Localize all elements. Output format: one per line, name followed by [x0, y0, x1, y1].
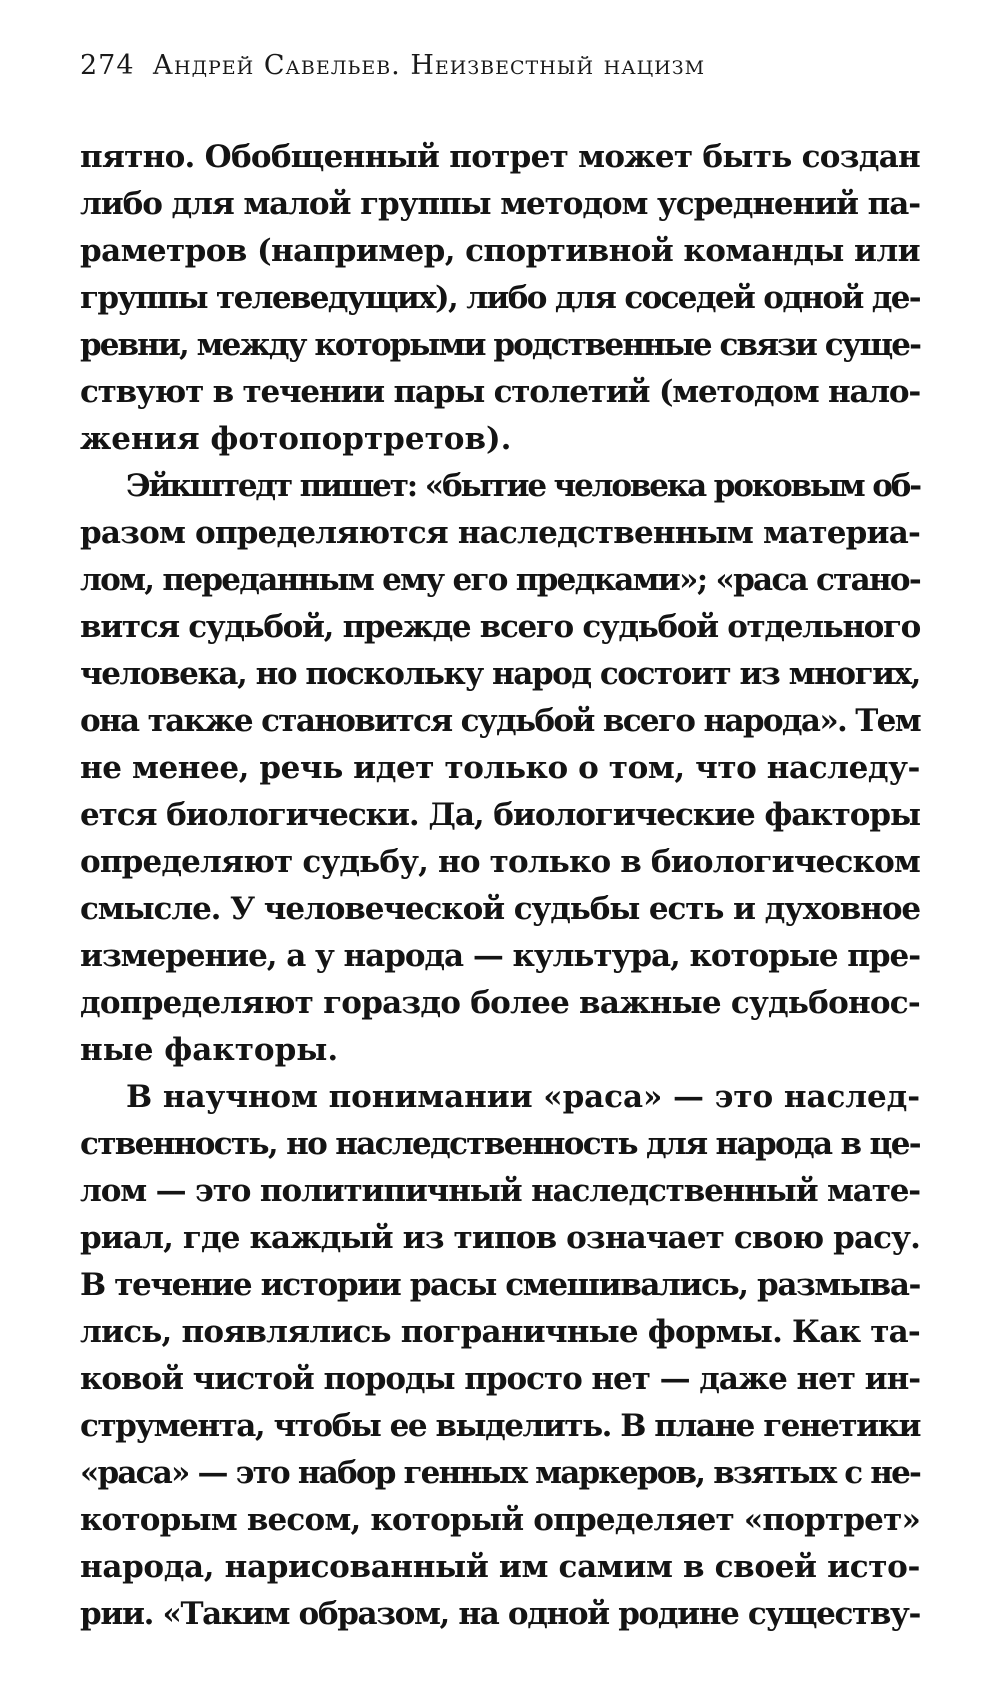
text-line: ковой чистой породы просто нет — даже нет ин- [80, 1361, 920, 1397]
page-number: 274 [80, 50, 135, 81]
running-title: Андрей Савельев. Неизвестный нацизм [152, 50, 706, 81]
text-line: ные факторы. [80, 1032, 339, 1068]
text-line: пятно. Обобщенный потрет может быть создан [80, 139, 921, 175]
text-line: разом определяются наследственным материа- [80, 515, 921, 551]
body-text [80, 134, 920, 1638]
text-line: В научном понимании «раса» — это наслед- [126, 1079, 921, 1115]
text-line: риал, где каждый из типов означает свою расу. [80, 1220, 920, 1256]
text-line: вится судьбой, прежде всего судьбой отдельного [80, 609, 921, 645]
text-line: либо для малой группы методом усреднений па- [80, 186, 920, 222]
text-line: смысле. У человеческой судьбы есть и духовное [80, 891, 920, 927]
text-line: ется биологически. Да, биологические факторы [80, 797, 920, 833]
text-line: струмента, чтобы ее выделить. В плане генетики [80, 1408, 921, 1444]
text-line: она также становится судьбой всего народа». Тем [80, 703, 920, 739]
text-line: лом — это политипичный наследственный мате- [80, 1173, 920, 1209]
text-line: «раса» — это набор генных маркеров, взятых с не- [80, 1455, 921, 1491]
running-head [80, 46, 920, 86]
text-line: рии. «Таким образом, на одной родине существу- [80, 1596, 920, 1632]
text-line: Эйкштедт пишет: «бытие человека роковым об- [126, 468, 920, 504]
text-line: определяют судьбу, но только в биологическом [80, 844, 920, 880]
text-line: измерение, а у народа — культура, которые пре- [80, 938, 921, 974]
text-line: народа, нарисованный им самим в своей исто- [80, 1549, 920, 1585]
text-line: которым весом, который определяет «портрет» [80, 1502, 921, 1538]
text-line: раметров (например, спортивной команды или [80, 233, 920, 269]
text-line: группы телеведущих), либо для соседей одной де- [80, 280, 921, 316]
text-line: человека, но поскольку народ состоит из многих, [80, 656, 921, 692]
text-line: лом, переданным ему его предками»; «раса стано- [80, 562, 921, 598]
text-line: лись, появлялись пограничные формы. Как та- [80, 1314, 920, 1350]
text-line: допределяют гораздо более важные судьбонос- [80, 985, 920, 1021]
text-line: В течение истории расы смешивались, размыва- [80, 1267, 920, 1303]
text-line: ствуют в течении пары столетий (методом нало- [80, 374, 921, 410]
text-line: не менее, речь идет только о том, что наследу- [80, 750, 920, 786]
text-line: ревни, между которыми родственные связи суще- [80, 327, 921, 363]
text-line: жения фотопортретов). [80, 421, 512, 457]
text-line: ственность, но наследственность для народа в це- [80, 1126, 920, 1162]
book-page [80, 46, 920, 1638]
